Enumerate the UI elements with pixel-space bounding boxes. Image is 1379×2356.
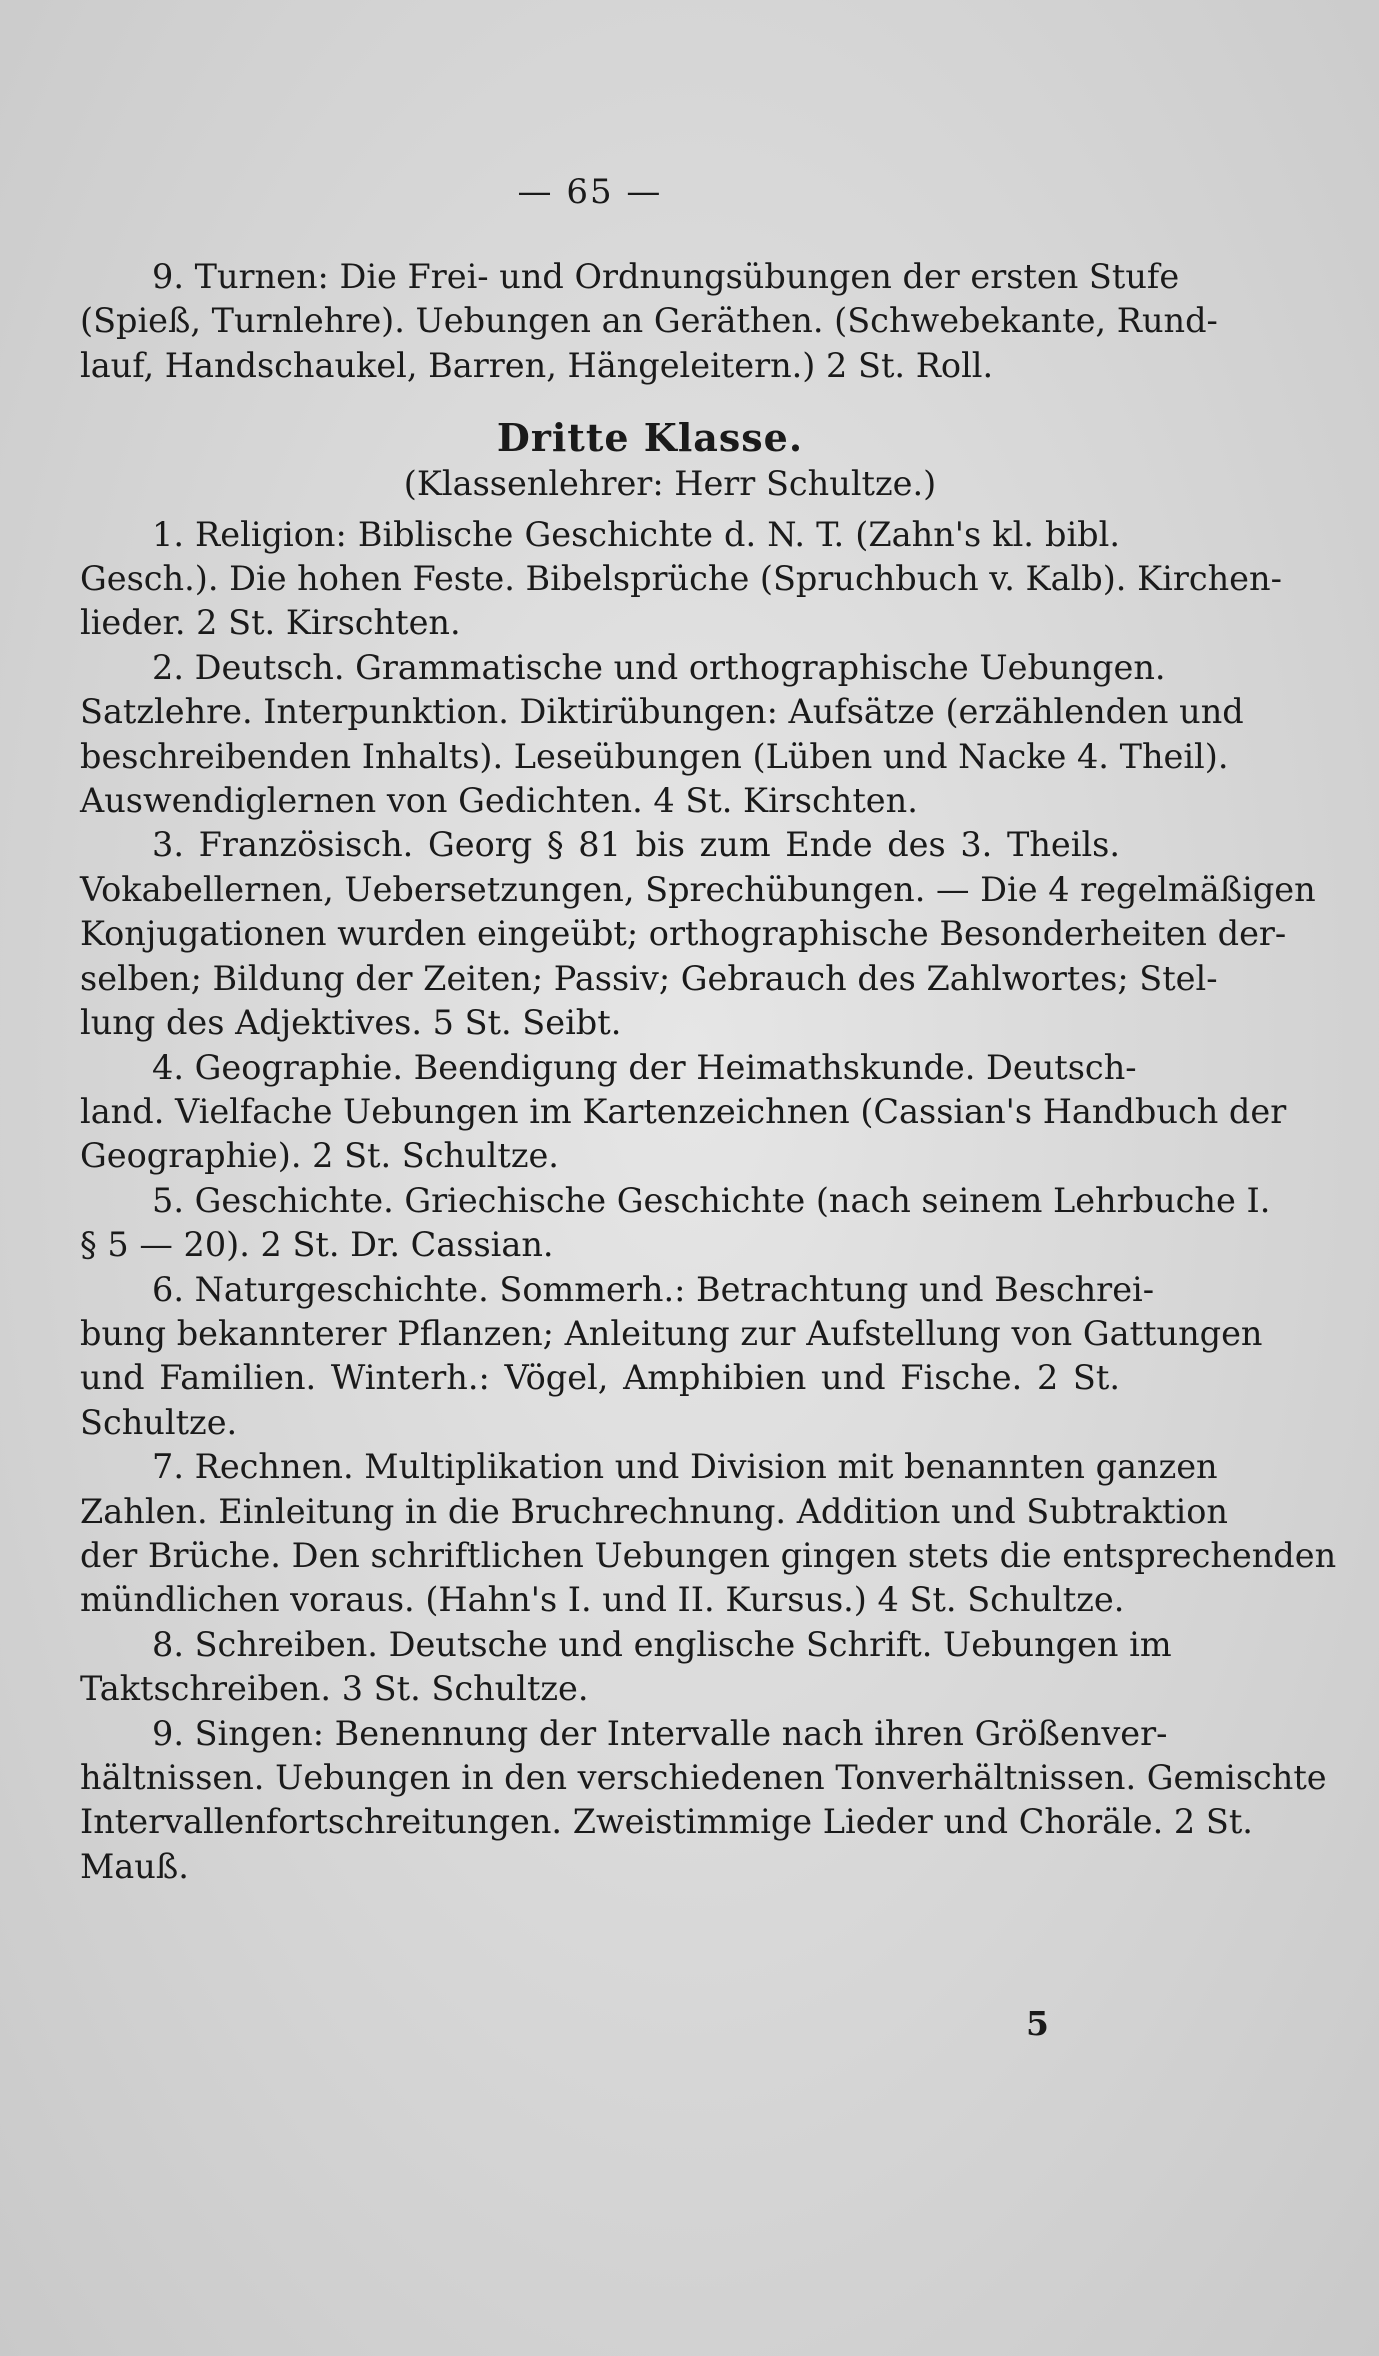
page-number: — 65 — <box>517 172 663 212</box>
text-line: (Spieß, Turnlehre). Uebungen an Geräthen. (Schwebekante, Rund- <box>80 301 1218 341</box>
text-line: Zahlen. Einleitung in die Bruchrechnung. Addition und Subtraktion <box>80 1491 1228 1531</box>
text-line: Auswendiglernen von Gedichten. 4 St. Kirschten. <box>80 781 918 821</box>
text-line: Konjugationen wurden eingeübt; orthographische Besonderheiten der- <box>80 914 1287 954</box>
section-heading: Dritte Klasse. <box>496 415 804 461</box>
text-line: und Familien. Winterh.: Vögel, Amphibien und Fische. 2 St. <box>80 1358 1120 1398</box>
text-line: 9. Singen: Benennung der Intervalle nach ihren Größenver- <box>152 1713 1168 1753</box>
text-line: 5. Geschichte. Griechische Geschichte (nach seinem Lehrbuche I. <box>152 1180 1271 1220</box>
text-line: Schultze. <box>80 1402 238 1442</box>
text-line: beschreibenden Inhalts). Leseübungen (Lüben und Nacke 4. Theil). <box>80 736 1229 776</box>
text-line: 8. Schreiben. Deutsche und englische Schrift. Uebungen im <box>152 1624 1172 1664</box>
text-line: selben; Bildung der Zeiten; Passiv; Gebrauch des Zahlwortes; Stel- <box>80 958 1218 998</box>
text-line: land. Vielfache Uebungen im Kartenzeichnen (Cassian's Handbuch der <box>80 1091 1287 1131</box>
text-line: lauf, Handschaukel, Barren, Hängeleitern.) 2 St. Roll. <box>80 345 994 385</box>
text-line: der Brüche. Den schriftlichen Uebungen gingen stets die entsprechenden <box>80 1535 1337 1575</box>
text-line: 1. Religion: Biblische Geschichte d. N. T. (Zahn's kl. bibl. <box>152 514 1120 554</box>
text-line: lung des Adjektives. 5 St. Seibt. <box>80 1003 622 1043</box>
text-line: 3. Französisch. Georg § 81 bis zum Ende des 3. Theils. <box>152 825 1120 865</box>
section-subheading: (Klassenlehrer: Herr Schultze.) <box>403 464 937 504</box>
text-line: hältnissen. Uebungen in den verschiedenen Tonverhältnissen. Gemischte <box>80 1758 1327 1797</box>
text-line: mündlichen voraus. (Hahn's I. und II. Kursus.) 4 St. Schultze. <box>80 1580 1125 1620</box>
text-line: Gesch.). Die hohen Feste. Bibelsprüche (Spruchbuch v. Kalb). Kirchen- <box>80 559 1282 599</box>
text-line: Satzlehre. Interpunktion. Diktirübungen: Aufsätze (erzählenden und <box>80 692 1244 732</box>
text-line: Taktschreiben. 3 St. Schultze. <box>80 1669 589 1709</box>
text-line: Vokabellernen, Uebersetzungen, Sprechübungen. — Die 4 regelmäßigen <box>80 869 1316 909</box>
text-line: lieder. 2 St. Kirschten. <box>80 603 461 643</box>
signature-mark: 5 <box>1026 2004 1049 2043</box>
text-line: § 5 — 20). 2 St. Dr. Cassian. <box>80 1225 554 1265</box>
text-line: Intervallenfortschreitungen. Zweistimmige Lieder und Choräle. 2 St. <box>80 1802 1253 1842</box>
text-line: 7. Rechnen. Multiplikation und Division mit benannten ganzen <box>152 1447 1218 1487</box>
text-line: Mauß. <box>80 1846 189 1886</box>
text-line: 4. Geographie. Beendigung der Heimathskunde. Deutsch- <box>152 1047 1137 1087</box>
text-line: 6. Naturgeschichte. Sommerh.: Betrachtung und Beschrei- <box>152 1269 1155 1309</box>
text-line: 2. Deutsch. Grammatische und orthographische Uebungen. <box>152 647 1166 687</box>
text-line: 9. Turnen: Die Frei- und Ordnungsübungen der ersten Stufe <box>152 257 1180 296</box>
text-line: Geographie). 2 St. Schultze. <box>80 1136 559 1176</box>
text-line: bung bekannterer Pflanzen; Anleitung zur Aufstellung von Gattungen <box>80 1313 1263 1353</box>
page-body <box>80 255 1337 1889</box>
